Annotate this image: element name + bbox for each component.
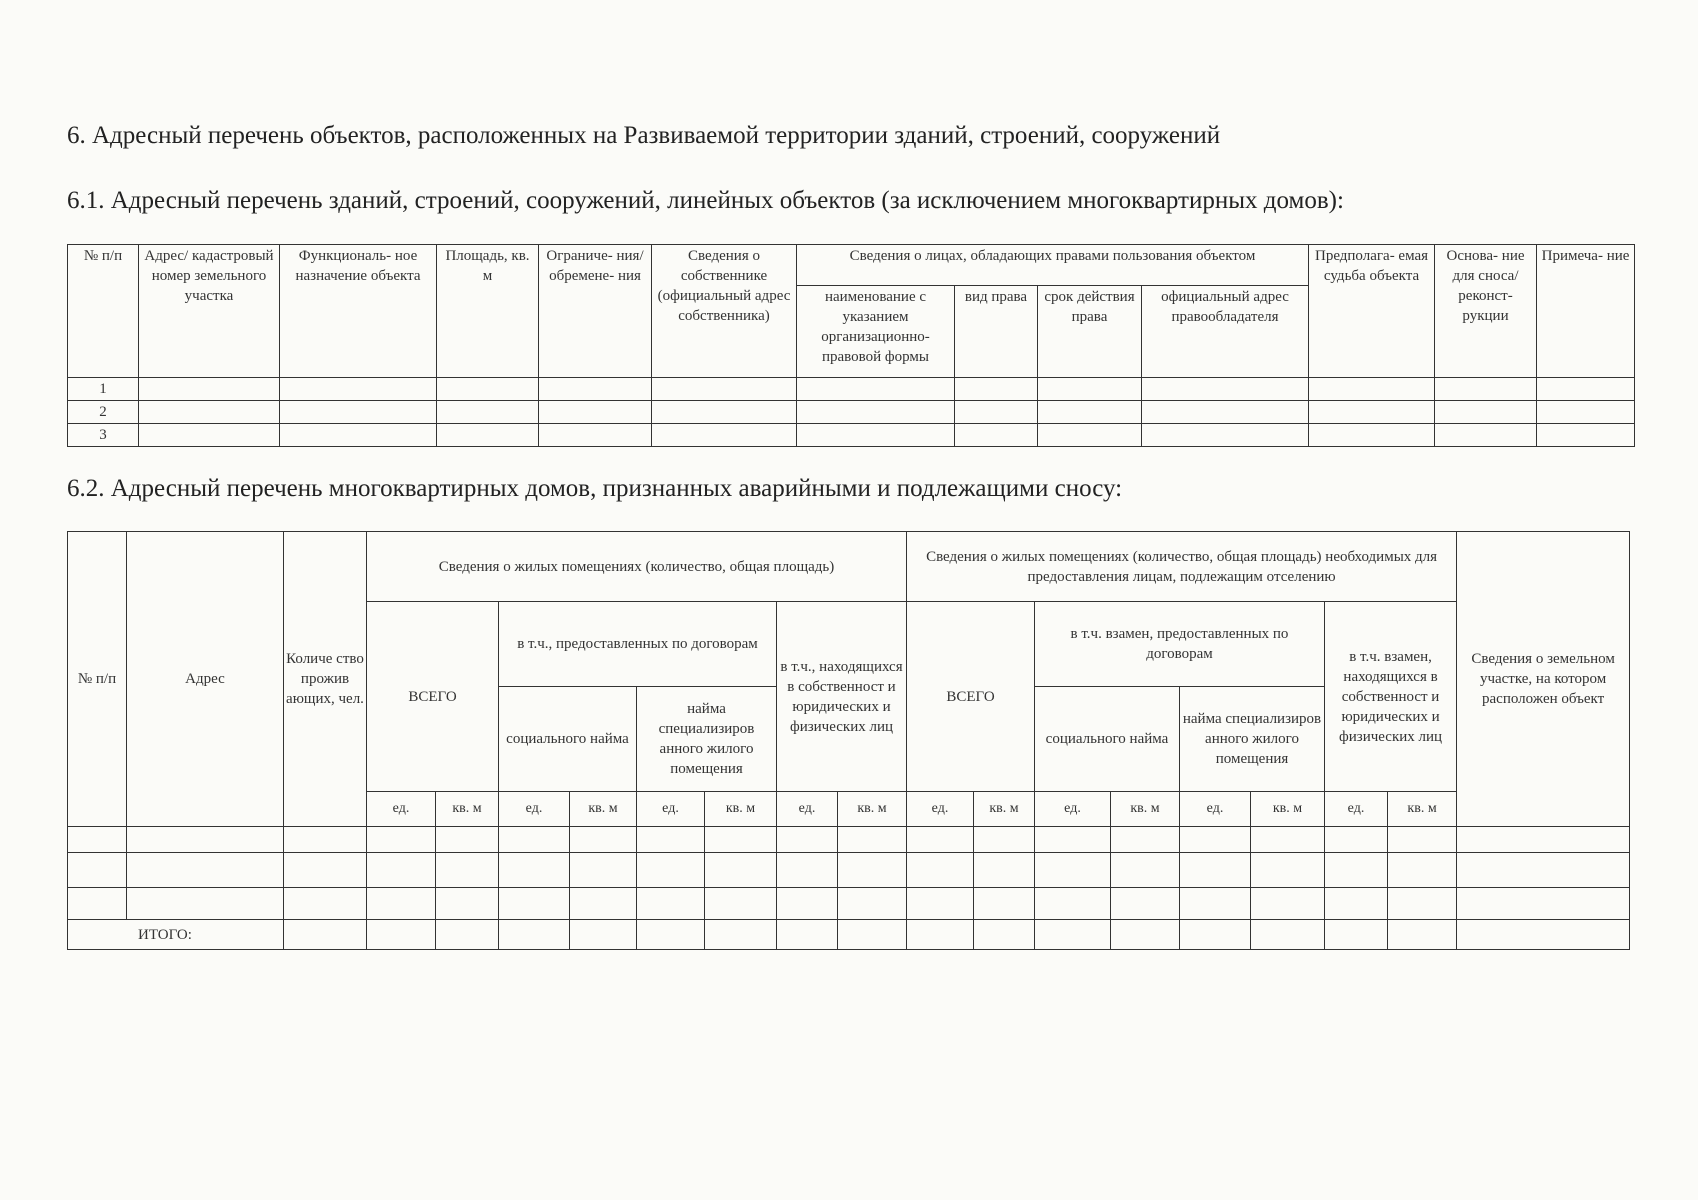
header-owner-info: Сведения о собственнике (официальный адрес собственника) xyxy=(652,245,797,378)
total-row xyxy=(68,920,1630,950)
header-contracts-a: в т.ч., предоставленных по договорам xyxy=(499,602,777,687)
row-number: 1 xyxy=(68,378,139,401)
header-owned-a: в т.ч., находящихся в собственност и юридических и физических лиц xyxy=(777,602,907,792)
header-rights-holders: Сведения о лицах, обладающих правами пользования объектом xyxy=(797,245,1309,286)
header-restrictions: Ограниче- ния/ обремене- ния xyxy=(539,245,652,378)
unit-area: кв. м xyxy=(1111,792,1180,827)
row-number: 3 xyxy=(68,424,139,447)
header-rights-type: вид права xyxy=(955,285,1038,377)
header-rights-name: наименование с указанием организационно- правовой формы xyxy=(797,285,955,377)
header-social-b: социального найма xyxy=(1035,687,1180,792)
total-label: ИТОГО: xyxy=(68,920,284,950)
unit-count: ед. xyxy=(367,792,436,827)
table-row xyxy=(68,827,1630,853)
header-rights-term: срок действия права xyxy=(1038,285,1142,377)
header-note: Примеча- ние xyxy=(1537,245,1635,378)
unit-count: ед. xyxy=(637,792,705,827)
header-premises-info: Сведения о жилых помещениях (количество, общая площадь) xyxy=(367,532,907,602)
header-address: Адрес xyxy=(127,532,284,827)
header-specialized-a: найма специализиров анного жилого помещения xyxy=(637,687,777,792)
section-6-heading: 6. Адресный перечень объектов, расположенных на Развиваемой территории зданий, строений, сооружений xyxy=(67,122,1221,149)
unit-area: кв. м xyxy=(974,792,1035,827)
header-intended-fate: Предполага- емая судьба объекта xyxy=(1309,245,1435,378)
unit-count: ед. xyxy=(907,792,974,827)
unit-area: кв. м xyxy=(1251,792,1325,827)
row-number: 2 xyxy=(68,401,139,424)
header-total-b: ВСЕГО xyxy=(907,602,1035,792)
header-residents-count: Количе ство прожив ающих, чел. xyxy=(284,532,367,827)
apartment-buildings-table xyxy=(67,531,1630,950)
unit-count: ед. xyxy=(1325,792,1388,827)
header-owned-b: в т.ч. взамен, находящихся в собственност и юридических и физических лиц xyxy=(1325,602,1457,792)
header-premises-for-resettlement: Сведения о жилых помещениях (количество, общая площадь) необходимых для предоставления лицам, подлежащим отселению xyxy=(907,532,1457,602)
header-total-a: ВСЕГО xyxy=(367,602,499,792)
unit-count: ед. xyxy=(1035,792,1111,827)
section-6-1-heading: 6.1. Адресный перечень зданий, строений, сооружений, линейных объектов (за исключением многоквартирных домов): xyxy=(67,187,1344,214)
unit-area: кв. м xyxy=(705,792,777,827)
table-row xyxy=(68,378,1635,401)
table-row xyxy=(68,401,1635,424)
header-num: № п/п xyxy=(68,245,139,378)
unit-count: ед. xyxy=(1180,792,1251,827)
header-address-cadastral: Адрес/ кадастровый номер земельного участка xyxy=(139,245,280,378)
section-6-2-heading: 6.2. Адресный перечень многоквартирных домов, признанных аварийными и подлежащими сносу: xyxy=(67,475,1123,502)
header-social-a: социального найма xyxy=(499,687,637,792)
unit-area: кв. м xyxy=(436,792,499,827)
header-area: Площадь, кв. м xyxy=(437,245,539,378)
unit-count: ед. xyxy=(777,792,838,827)
unit-area: кв. м xyxy=(570,792,637,827)
table-row xyxy=(68,424,1635,447)
table-row xyxy=(68,888,1630,920)
header-specialized-b: найма специализиров анного жилого помещения xyxy=(1180,687,1325,792)
header-function: Функциональ- ное назначение объекта xyxy=(280,245,437,378)
header-demolition-basis: Основа- ние для сноса/ реконст- рукции xyxy=(1435,245,1537,378)
unit-area: кв. м xyxy=(838,792,907,827)
unit-area: кв. м xyxy=(1388,792,1457,827)
header-land-plot-info: Сведения о земельном участке, на котором расположен объект xyxy=(1457,532,1630,827)
header-num: № п/п xyxy=(68,532,127,827)
unit-count: ед. xyxy=(499,792,570,827)
buildings-table xyxy=(67,244,1635,447)
header-contracts-b: в т.ч. взамен, предоставленных по договорам xyxy=(1035,602,1325,687)
table-row xyxy=(68,853,1630,888)
header-rights-address: официальный адрес правообладателя xyxy=(1142,285,1309,377)
